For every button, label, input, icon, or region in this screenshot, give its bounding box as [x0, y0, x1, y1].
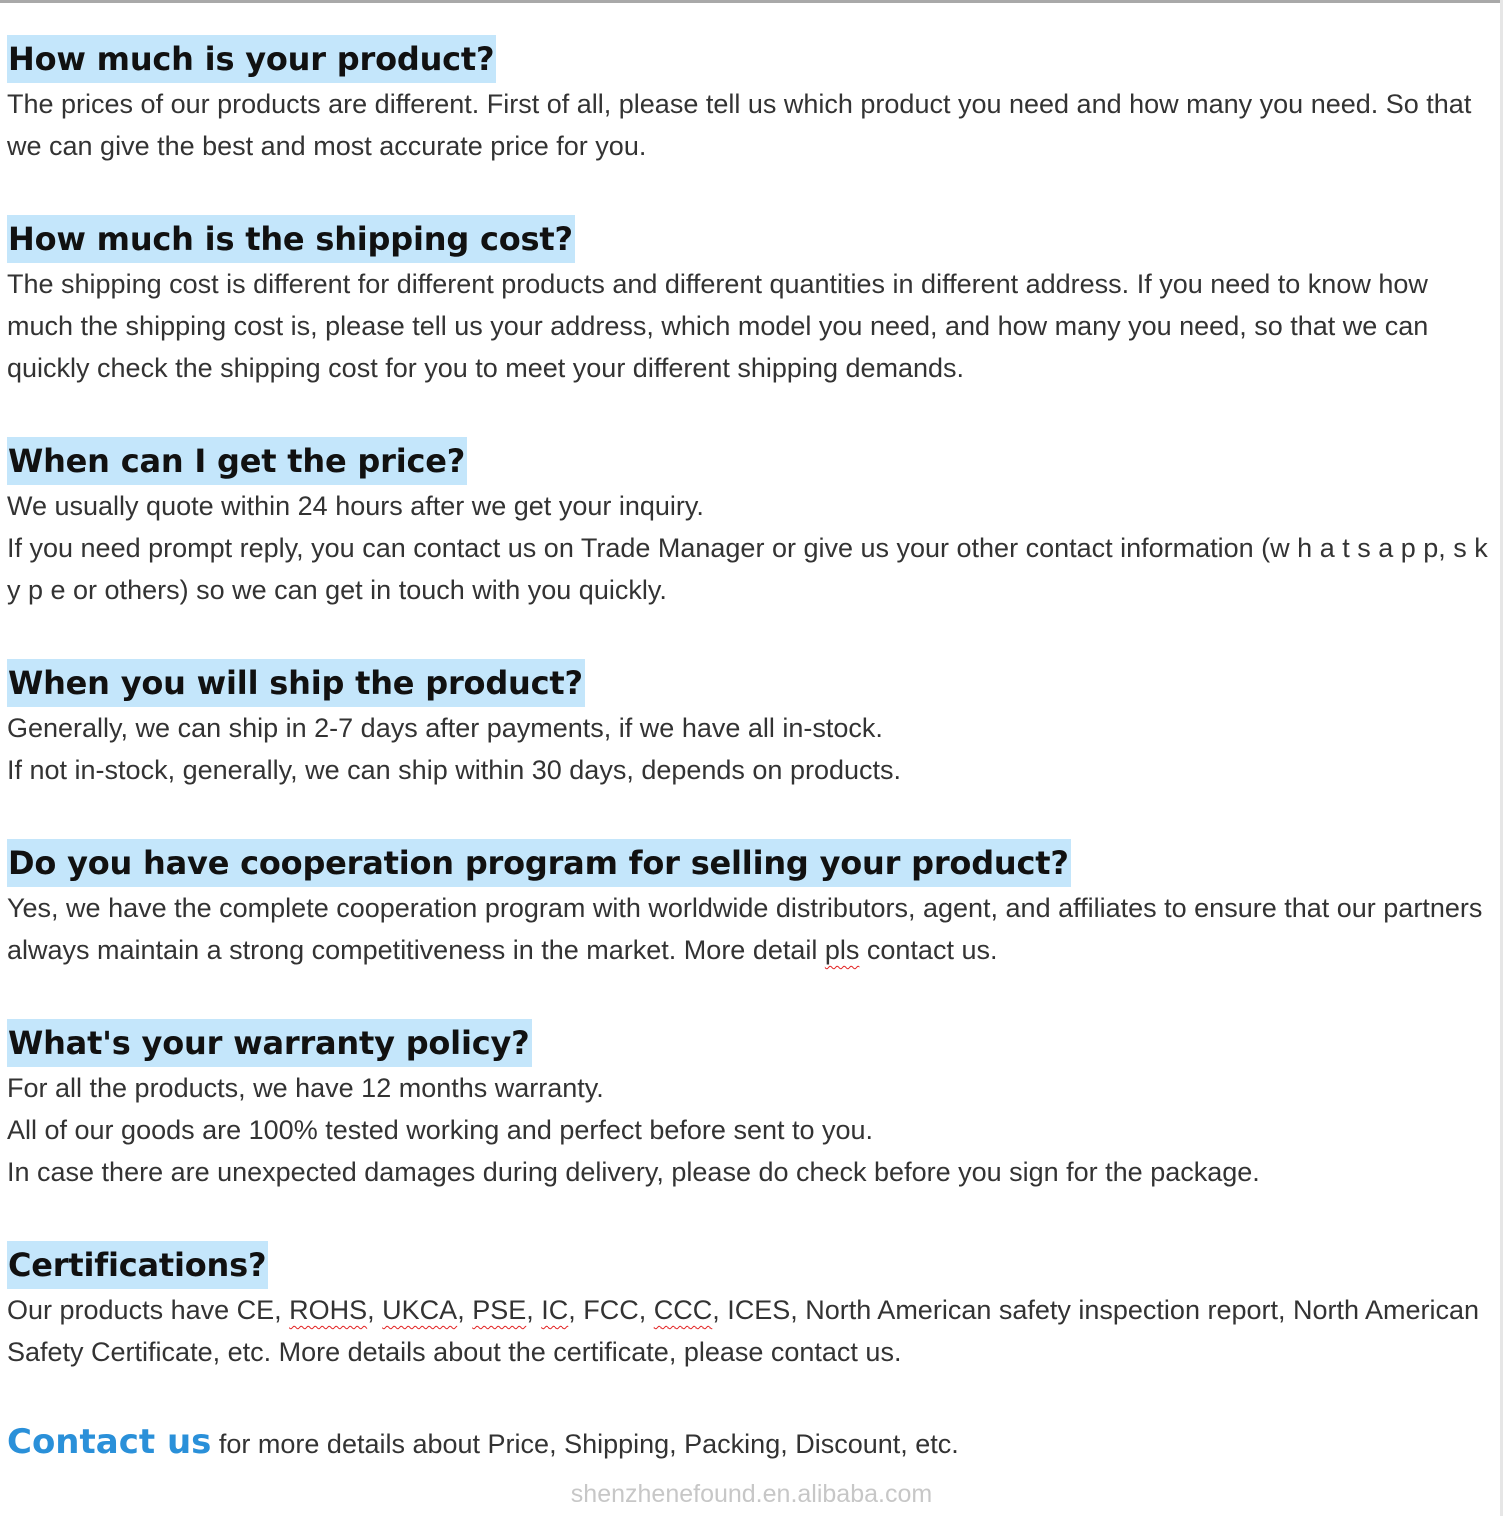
faq-item-quote-time	[7, 437, 1495, 611]
faq-item-certifications	[7, 1241, 1495, 1373]
faq-answer-line: If you need prompt reply, you can contact us on Trade Manager or give us your other contact information (w h a t s a p p, s k y p e or others) so we can get in touch with you quickly.	[7, 533, 1488, 605]
faq-question: What's your warranty policy?	[7, 1019, 532, 1067]
faq-question: Certifications?	[7, 1241, 268, 1289]
faq-answer-line: If not in-stock, generally, we can ship within 30 days, depends on products.	[7, 755, 902, 785]
faq-question: How much is your product?	[7, 35, 496, 83]
faq-answer	[7, 263, 1495, 389]
answer-text: ,	[367, 1295, 383, 1325]
spellcheck-flagged-word[interactable]: pls	[824, 935, 860, 965]
spellcheck-flagged-word[interactable]: CCC	[653, 1295, 713, 1325]
store-watermark: shenzhenefound.en.alibaba.com	[570, 1480, 933, 1508]
faq-answer-line: We usually quote within 24 hours after we get your inquiry.	[7, 491, 704, 521]
faq-answer	[7, 485, 1495, 611]
faq-answer-line: The shipping cost is different for different products and different quantities in different address. If you need to know how much the shipping cost is, please tell us your address, which model you need, and how many you need, so that we can quickly check the shipping cost for you to meet your different shipping demands.	[7, 269, 1429, 383]
faq-answer	[7, 1067, 1495, 1193]
faq-answer-line: In case there are unexpected damages during delivery, please do check before you sign for the package.	[7, 1157, 1260, 1187]
faq-item-price	[7, 35, 1495, 167]
spellcheck-flagged-word[interactable]: PSE	[472, 1295, 527, 1325]
faq-question: When can I get the price?	[7, 437, 467, 485]
faq-answer	[7, 887, 1495, 971]
faq-answer	[7, 707, 1495, 791]
top-divider	[0, 0, 1503, 3]
faq-item-warranty	[7, 1019, 1495, 1193]
faq-item-cooperation	[7, 839, 1495, 971]
contact-us-link[interactable]: Contact us	[7, 1422, 212, 1462]
contact-line	[7, 1422, 959, 1462]
answer-text: ,	[526, 1295, 542, 1325]
faq-item-ship-time	[7, 659, 1495, 791]
answer-text: contact us.	[859, 935, 998, 965]
contact-line-text: for more details about Price, Shipping, Packing, Discount, etc.	[211, 1429, 959, 1459]
spellcheck-flagged-word[interactable]: UKCA	[382, 1295, 458, 1325]
answer-text: Yes, we have the complete cooperation program with worldwide distributors, agent, and affiliates to ensure that our partners always maintain a strong competitiveness in the market. More detail	[7, 893, 1483, 965]
faq-answer-line	[7, 1289, 1495, 1373]
answer-text: , FCC,	[568, 1295, 654, 1325]
faq-answer	[7, 83, 1495, 167]
faq-answer-line: All of our goods are 100% tested working and perfect before sent to you.	[7, 1115, 874, 1145]
answer-text: Our products have CE,	[7, 1295, 290, 1325]
spellcheck-flagged-word[interactable]: IC	[541, 1295, 569, 1325]
faq-question: When you will ship the product?	[7, 659, 585, 707]
faq-question: How much is the shipping cost?	[7, 215, 575, 263]
faq-answer-line	[7, 887, 1495, 971]
answer-text: ,	[457, 1295, 473, 1325]
faq-answer-line: Generally, we can ship in 2-7 days after payments, if we have all in-stock.	[7, 713, 883, 743]
answer-text: , ICES, North American safety inspection report, North American Safety Certificate, etc. More details about the certificate, please contact us.	[7, 1295, 1480, 1367]
faq-item-shipping-cost	[7, 215, 1495, 389]
spellcheck-flagged-word[interactable]: ROHS	[289, 1295, 368, 1325]
faq-question: Do you have cooperation program for selling your product?	[7, 839, 1071, 887]
faq-answer	[7, 1289, 1495, 1373]
faq-answer-line: The prices of our products are different. First of all, please tell us which product you need and how many you need. So that we can give the best and most accurate price for you.	[7, 89, 1472, 161]
faq-answer-line: For all the products, we have 12 months warranty.	[7, 1073, 604, 1103]
